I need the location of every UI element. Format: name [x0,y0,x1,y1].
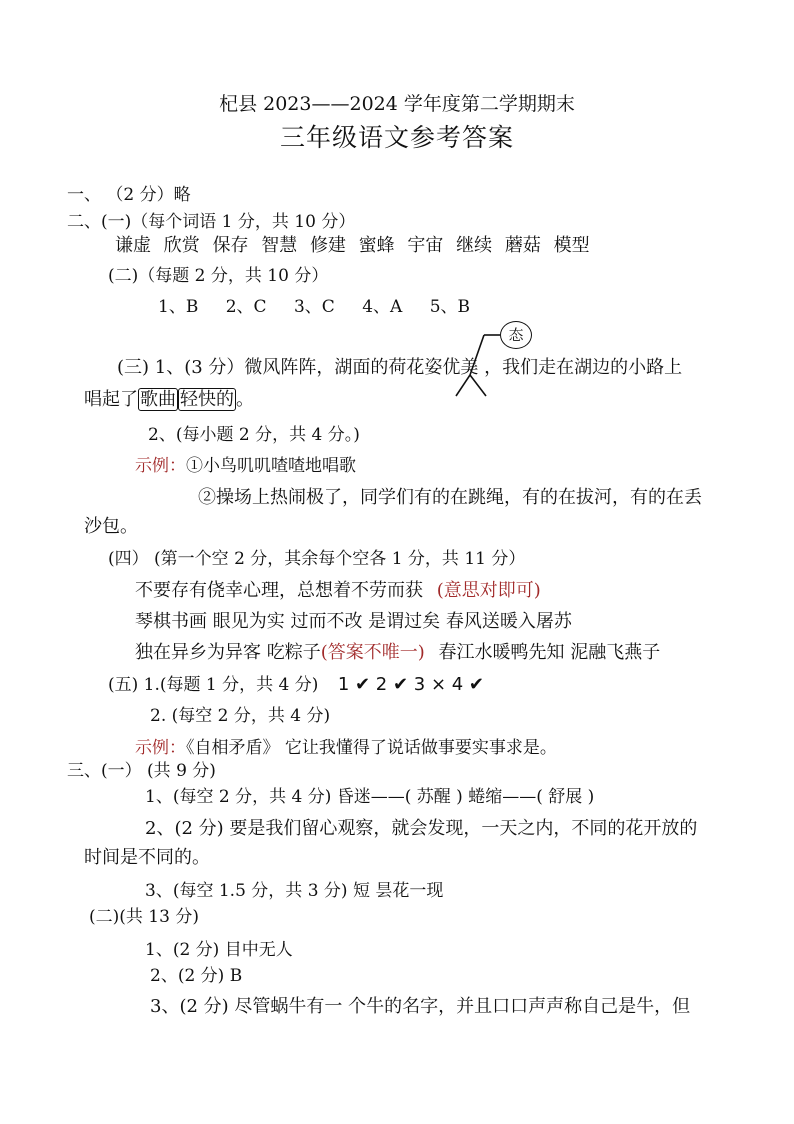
part4-answer: 不要存有侥幸心理，总想着不劳而获 [135,580,423,601]
part4-answer: 春江水暖鸭先知 泥融飞燕子 [438,642,661,663]
section1-line: 一、 （2 分）略 [67,185,191,205]
word-item: 蘑菇 [504,235,541,256]
part4-line2: 琴棋书画 眼见为实 过而不改 是谓过矣 春风送暖入屠苏 [135,611,572,632]
part5-example-line [135,737,557,759]
correction-character: 态 [500,321,532,349]
document-title: 杞县 2023——2024 学年度第二学期期末 [219,93,575,115]
word-item: 修建 [309,235,346,256]
question3-1-line1 [117,357,682,379]
part4-answer: 独在异乡为异客 吃粽子 [135,642,321,663]
word-item: 智慧 [261,235,298,256]
question3-1-end: 。 [236,389,254,410]
part5-question2: 2. (每空 2 分，共 4 分) [150,706,331,726]
example-sentence: 《自相矛盾》 它让我懂得了说话做事要实事求是。 [186,738,557,758]
word-item: 宇宙 [407,235,444,256]
choice-answer: 4、A [362,297,403,317]
choice-answer: 3、C [293,297,335,317]
part4-line3 [135,642,660,664]
document-subtitle: 三年级语文参考答案 [279,123,514,152]
section3-part1-heading: 三、(一） (共 9 分) [67,761,216,781]
question3-1-line2 [84,389,254,411]
question3-2-example1-line [135,455,356,477]
section2-part1-heading: 二、(一)（每个词语 1 分，共 10 分） [67,212,356,232]
section3-part2-question3: 3、(2 分) 尽管蜗牛有一 个牛的名字，并且口口声声称自己是牛，但 [150,996,691,1017]
word-item: 保存 [212,235,249,256]
section3-question3: 3、(每空 1.5 分，共 3 分) 短 昙花一现 [145,881,444,901]
section3-question1: 1、(每空 2 分，共 4 分) 昏迷——( 苏醒 ) 蜷缩——( 舒展 ) [145,787,595,807]
section3-question2-continued: 时间是不同的。 [84,847,210,868]
section2-part4-heading: (四） (第一个空 2 分，其余每个空各 1 分，共 11 分） [108,549,526,569]
choice-answer: 2、C [225,297,267,317]
question3-1-text-a: (三) 1、(3 分）微风阵阵，湖面的荷花姿 [117,357,443,378]
question3-2-heading: 2、(每小题 2 分，共 4 分。) [148,425,360,445]
question3-1-prefix: 唱起了 [84,389,138,410]
judgment-marks: 1 ✔ 2 ✔ 3 × 4 ✔ [337,674,485,695]
section3-part2-question1: 1、(2 分) 目中无人 [145,940,293,960]
question3-1-text-b: 优美 ，我们走在湖边的小路上 [442,357,683,378]
choice-answer: 1、B [158,297,199,317]
example-label: 示例： [135,456,186,476]
boxed-word: 歌曲 [140,389,176,410]
part5-line1 [108,674,484,696]
section3-part2-question2: 2、(2 分) B [150,966,243,986]
section3-part2-heading: (二)(共 13 分) [89,907,199,927]
part4-note: (答案不唯一) [320,642,425,663]
word-list [115,235,590,257]
choice-answer: 5、B [429,297,470,317]
example-sentence: ②操场上热闹极了，同学们有的在跳绳，有的在拔河，有的在丢 [198,487,702,508]
word-item: 继续 [456,235,493,256]
choice-answers [158,296,470,318]
example-sentence-continued: 沙包。 [84,516,138,537]
example-sentence: ①小鸟叽叽喳喳地唱歌 [186,456,356,476]
example-label: 示例： [135,738,186,758]
part4-note: (意思对即可) [436,580,541,601]
word-item: 欣赏 [163,235,200,256]
section2-part2-heading: (二)（每题 2 分，共 10 分） [108,266,329,286]
word-item: 蜜蜂 [358,235,395,256]
word-item: 谦虚 [115,235,151,256]
part4-line1 [135,580,541,602]
word-item: 模型 [553,235,590,256]
section3-question2: 2、(2 分) 要是我们留心观察，就会发现，一天之内，不同的花开放的 [145,818,698,839]
part5-heading: (五) 1.(每题 1 分，共 4 分) [108,675,319,695]
boxed-word: 轻快的 [180,389,234,410]
